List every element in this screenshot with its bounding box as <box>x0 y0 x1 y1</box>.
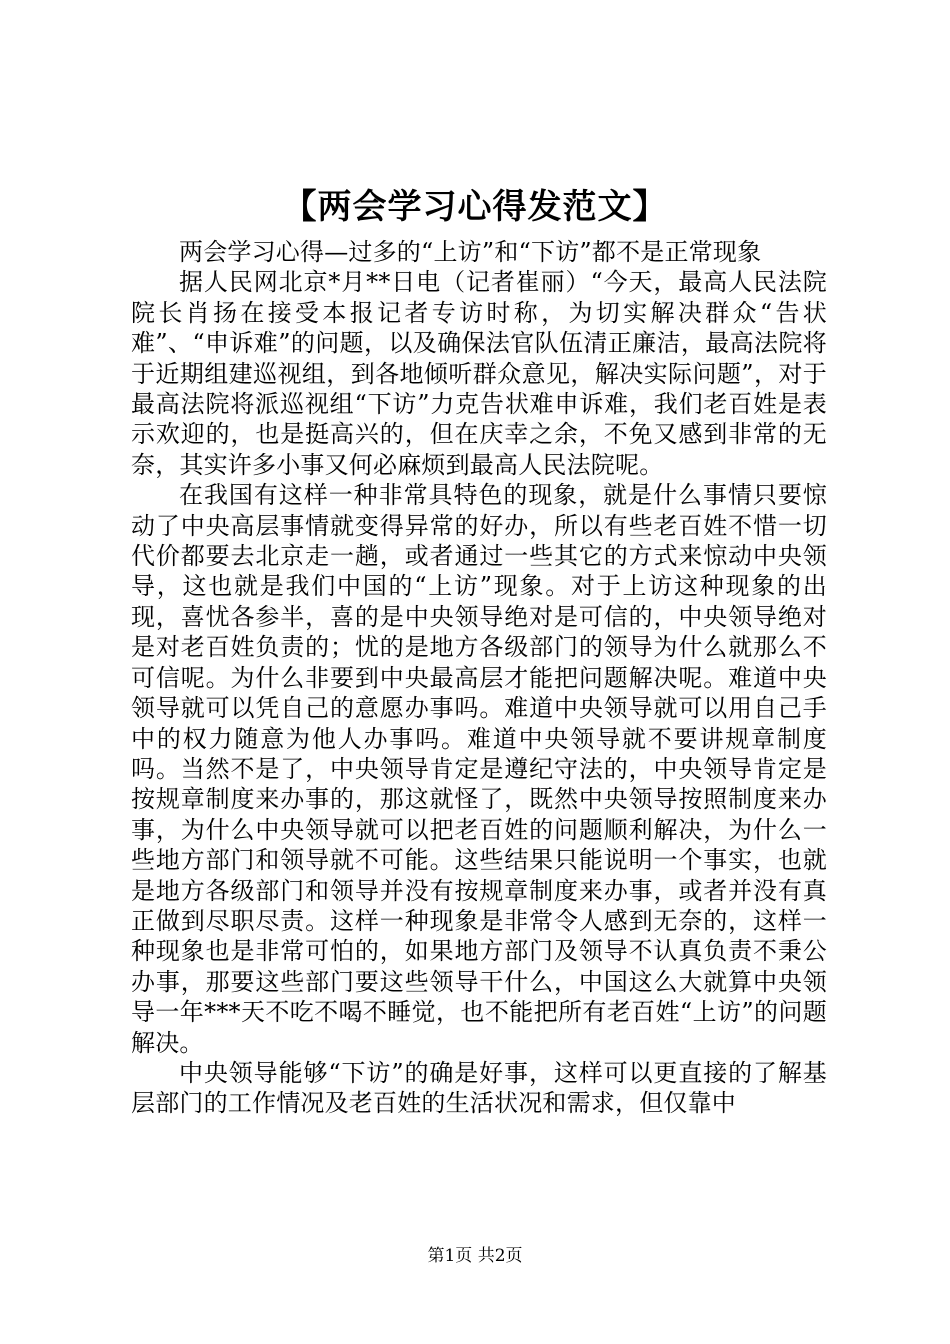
paragraph: 据人民网北京*月**日电（记者崔丽）“今天，最高人民法院院长肖扬在接受本报记者专访时称，为切实解决群众“告状难”、“申诉难”的问题，以及确保法官队伍清正廉洁，最高法院将于近期组建巡视组，到各地倾听群众意见，解决实际问题”，对于最高法院将派巡视组“下访”力克告状难申诉难，我们老百姓是表示欢迎的，也是挺高兴的，但在庆幸之余，不免又感到非常的无奈，其实许多小事又何必麻烦到最高人民法院呢。 <box>131 268 827 479</box>
document-body <box>131 237 827 1119</box>
paragraph: 在我国有这样一种非常具特色的现象，就是什么事情只要惊动了中央高层事情就变得异常的好办，所以有些老百姓不惜一切代价都要去北京走一趟，或者通过一些其它的方式来惊动中央领导，这也就是我们中国的“上访”现象。对于上访这种现象的出现，喜忧各参半，喜的是中央领导绝对是可信的，中央领导绝对是对老百姓负责的；忧的是地方各级部门的领导为什么就那么不可信呢。为什么非要到中央最高层才能把问题解决呢。难道中央领导就可以凭自己的意愿办事吗。难道中央领导就可以用自己手中的权力随意为他人办事吗。难道中央领导就不要讲规章制度吗。当然不是了，中央领导肯定是遵纪守法的，中央领导肯定是按规章制度来办事的，那这就怪了，既然中央领导按照制度来办事，为什么中央领导就可以把老百姓的问题顺利解决，为什么一些地方部门和领导就不可能。这些结果只能说明一个事实，也就是地方各级部门和领导并没有按规章制度来办事，或者并没有真正做到尽职尽责。这样一种现象是非常令人感到无奈的，这样一种现象也是非常可怕的，如果地方部门及领导不认真负责不秉公办事，那要这些部门要这些领导干什么，中国这么大就算中央领导一年***天不吃不喝不睡觉，也不能把所有老百姓“上访”的问题解决。 <box>131 481 827 1057</box>
paragraph-subtitle: 两会学习心得—过多的“上访”和“下访”都不是正常现象 <box>179 238 762 266</box>
page-number-footer: 第1页 共2页 <box>427 1246 523 1266</box>
document-title: 【两会学习心得发范文】 <box>282 187 668 227</box>
paragraph: 中央领导能够“下访”的确是好事，这样可以更直接的了解基层部门的工作情况及老百姓的生活状况和需求，但仅靠中 <box>131 1058 827 1118</box>
